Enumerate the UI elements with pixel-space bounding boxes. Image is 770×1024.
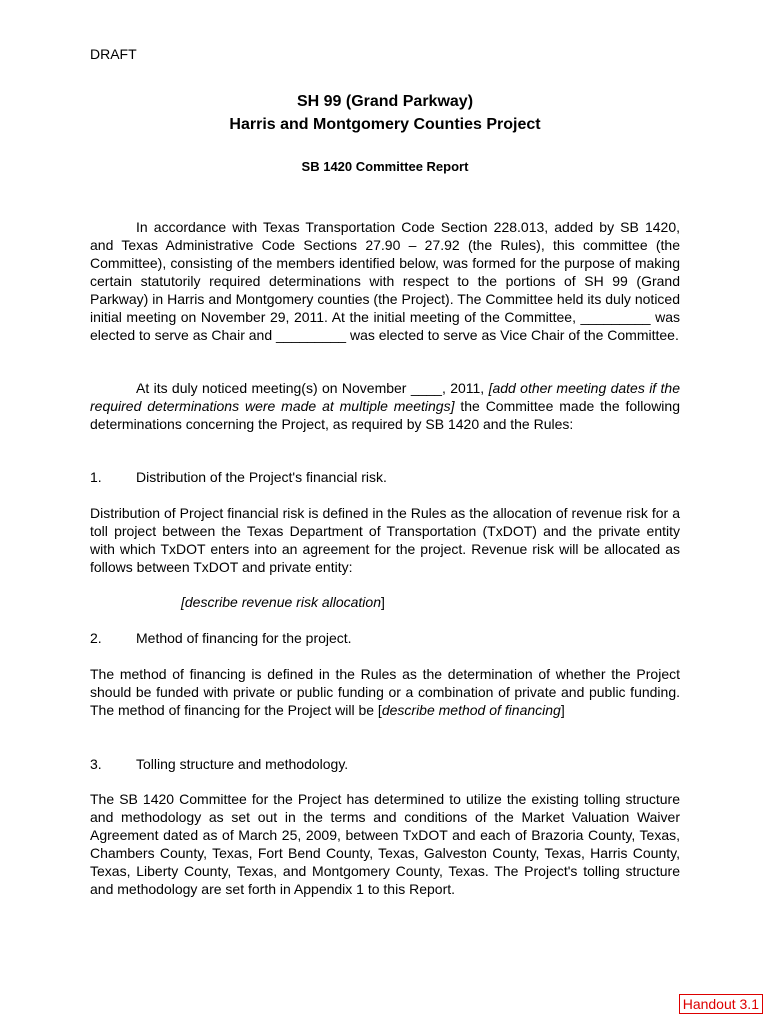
determinations-text-c: the Committee made the following determinations concerning the Project, as required by SB 1420 and the Rules: bbox=[90, 398, 680, 432]
document-title-line1: SH 99 (Grand Parkway) bbox=[296, 93, 474, 110]
determinations-italic-note: [add other meeting dates if the required determinations were made at multiple meetings] bbox=[90, 380, 681, 414]
determinations-paragraph bbox=[90, 379, 680, 433]
tolling-paragraph: The SB 1420 Committee for the Project has determined to utilize the existing tolling structure and methodology as set out in the terms and conditions of the Market Valuation Waiver Agreement dated as of March 25, 2009, between TxDOT and each of Brazoria County, Texas, Chambers County, Texas, Fort Bend County, Texas, Galveston County, Texas, Harris County, Texas, Liberty County, Texas, and Montgomery County, Texas. The Project's tolling structure and methodology are set forth in Appendix 1 to this Report. bbox=[90, 791, 680, 897]
handout-label: Handout 3.1 bbox=[679, 994, 763, 1014]
financial-risk-paragraph: Distribution of Project financial risk is defined in the Rules as the allocation of revenue risk for a toll project between the Texas Department of Transportation (TxDOT) and the private entity with which TxDOT enters into an agreement for the project. Revenue risk will be allocated as follows between TxDOT and private entity: bbox=[90, 505, 680, 575]
document-subtitle: SB 1420 Committee Report bbox=[301, 159, 469, 174]
item3-heading: Tolling structure and methodology. bbox=[136, 756, 349, 772]
revenue-risk-placeholder-text: [describe revenue risk allocation bbox=[181, 594, 381, 610]
item1-number: 1. bbox=[90, 469, 102, 485]
financing-text-c: ] bbox=[560, 702, 565, 718]
financing-paragraph bbox=[90, 665, 680, 719]
revenue-risk-placeholder-close: ] bbox=[381, 594, 385, 610]
item2-number: 2. bbox=[90, 630, 102, 646]
document-title-line2: Harris and Montgomery Counties Project bbox=[229, 116, 541, 133]
item2-heading: Method of financing for the project. bbox=[136, 630, 352, 646]
intro-paragraph: In accordance with Texas Transportation Code Section 228.013, added by SB 1420, and Texas Administrative Code Sections 27.90 – 27.92 (the Rules), this committee (the Committee), consisting of the members identified below, was formed for the purpose of making certain statutorily required determinations with respect to the portions of SH 99 (Grand Parkway) in Harris and Montgomery counties (the Project). The Committee held its duly noticed initial meeting on November 29, 2011. At the initial meeting of the Committee, _________ was elected to serve as Chair and _________ was elected to serve as Vice Chair of the Committee. bbox=[90, 219, 680, 343]
financing-text-a: The method of financing is defined in the Rules as the determination of whether the Project should be funded with private or public funding or a combination of private and public funding. The method of financing for the Project will be [ bbox=[90, 666, 680, 718]
item1-heading: Distribution of the Project's financial risk. bbox=[136, 469, 387, 485]
determinations-text-a: At its duly noticed meeting(s) on November ____, 2011, bbox=[136, 380, 489, 396]
financing-italic-note: describe method of financing bbox=[381, 702, 561, 718]
revenue-risk-placeholder bbox=[181, 593, 385, 611]
item3-number: 3. bbox=[90, 756, 102, 772]
draft-label: DRAFT bbox=[90, 46, 137, 62]
